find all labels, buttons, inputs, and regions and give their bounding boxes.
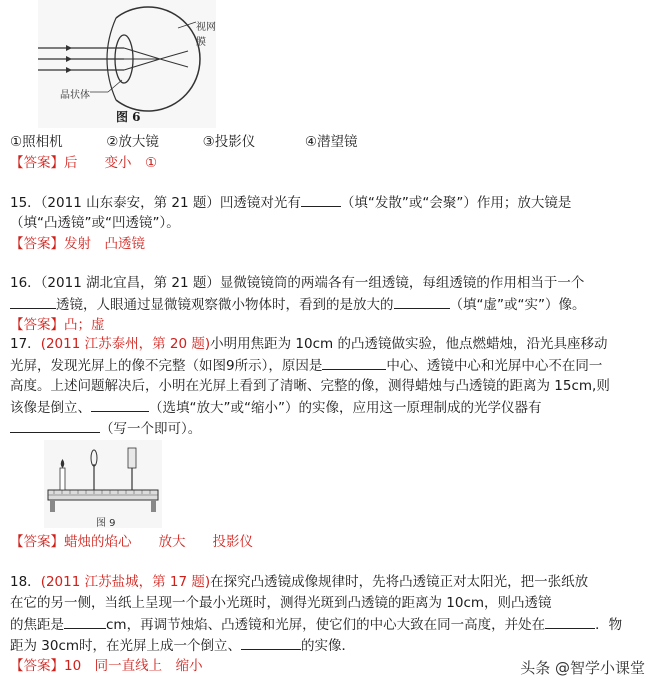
q16-text: （填“虚”或“实”）像。 [449, 297, 586, 313]
q17-text: （写一个即可）。 [100, 421, 202, 437]
q17-line-2 [10, 355, 602, 376]
answer-text: 凸；虚 [64, 317, 105, 333]
answer-text: 后 变小 ① [64, 155, 158, 171]
q17-text: （选填“放大”或“缩小”）的实像，应用这一原理制成的光学仪器有 [149, 400, 542, 416]
answer-text: 蜡烛的焰心 放大 投影仪 [64, 534, 253, 550]
q15-line-1 [10, 192, 571, 213]
q17-text: 中心、透镜中心和光屏中心不在同一 [386, 358, 603, 374]
q16-text: 16．（2011 湖北宜昌，第 21 题）显微镜镜筒的两端各有一组透镜，每组透镜的作用相当于一个 [10, 275, 585, 291]
q17-source: (2011 江苏泰州，第 20 题) [40, 336, 211, 352]
q18-text: 的焦距是 [10, 617, 64, 633]
q18-line-1 [10, 572, 588, 592]
q15-text: （填“发散”或“会聚”）作用；放大镜是 [340, 195, 572, 211]
answer-text: 发射 凸透镜 [64, 236, 145, 252]
q17-line-4 [10, 397, 541, 418]
figure-9 [44, 440, 162, 528]
q18-text: 在探究凸透镜成像规律时，先将凸透镜正对太阳光，把一张纸放 [210, 574, 589, 590]
q16-line-2 [10, 294, 585, 315]
q18-text: 距为 30cm时，在光屏上成一个倒立、 [10, 638, 242, 654]
q18-text: 的实像． [301, 638, 356, 654]
answer-label: 【答案】 [10, 534, 64, 550]
q16-answer [10, 315, 105, 335]
q17-text: 光屏，发现光屏上的像不完整（如图9所示），原因是 [10, 358, 323, 374]
q18-text: cm，再调节烛焰、凸透镜和光屏，使它们的中心大致在同一高度，并处在 [106, 617, 546, 633]
answer-text: 10 同一直线上 缩小 [64, 658, 203, 674]
answer-label: 【答案】 [10, 658, 64, 674]
watermark-text: 头条 @智学小课堂 [520, 659, 645, 677]
blank [91, 397, 149, 412]
option-3: ③投影仪 [202, 134, 256, 150]
q18-number: 18． [10, 574, 41, 590]
figure-9-caption: 图 9 [96, 518, 116, 529]
q14-options [10, 132, 358, 152]
q18-text: 在它的另一侧，当纸上呈现一个最小光斑时，测得光斑到凸透镜的距离为 10cm，则凸透镜 [10, 595, 552, 611]
blank [241, 635, 301, 650]
q17-number: 17． [10, 336, 41, 352]
blank [322, 355, 386, 370]
q17-line-3 [10, 376, 610, 396]
q18-line-3 [10, 614, 622, 635]
blank [301, 192, 341, 207]
option-4: ④潜望镜 [304, 134, 358, 150]
q17-line-5 [10, 418, 201, 439]
q15-answer [10, 234, 145, 254]
q17-text: 小明用焦距为 10cm 的凸透镜做实验，他点燃蜡烛，沿光具座移动 [210, 336, 608, 352]
answer-label: 【答案】 [10, 317, 64, 333]
watermark [520, 657, 645, 678]
q18-text: ．物 [595, 617, 623, 633]
blank [64, 614, 106, 629]
q16-line-1 [10, 273, 584, 293]
figure-6-caption: 图 6 [116, 110, 141, 124]
q15-text: 15．（2011 山东泰安，第 21 题）凹透镜对光有 [10, 195, 301, 211]
q18-answer [10, 656, 203, 676]
q17-text: 该像是倒立、 [10, 400, 91, 416]
q18-line-2 [10, 593, 552, 613]
figure-6 [38, 0, 216, 128]
q18-line-4 [10, 635, 355, 656]
blank [545, 614, 595, 629]
option-1: ①照相机 [10, 134, 63, 150]
answer-label: 【答案】 [10, 155, 64, 171]
q17-text: 高度。上述问题解决后，小明在光屏上看到了清晰、完整的像，测得蜡烛与凸透镜的距离为 15cm,则 [10, 378, 610, 394]
blank [10, 418, 100, 433]
q14-answer [10, 153, 157, 173]
label-lens: 晶状体 [60, 90, 90, 101]
q18-source: (2011 江苏盐城，第 17 题) [40, 574, 211, 590]
q17-answer [10, 532, 253, 552]
q15-text: （填“凸透镜”或“凹透镜”）。 [10, 215, 180, 231]
q15-line-2 [10, 213, 180, 233]
answer-label: 【答案】 [10, 236, 64, 252]
q17-line-1 [10, 334, 607, 354]
blank [10, 294, 56, 309]
option-2: ②放大镜 [106, 134, 159, 150]
q16-text: 透镜，人眼通过显微镜观察微小物体时，看到的是放大的 [56, 297, 394, 313]
blank [394, 294, 450, 309]
label-retina: 视网膜 [196, 22, 216, 48]
